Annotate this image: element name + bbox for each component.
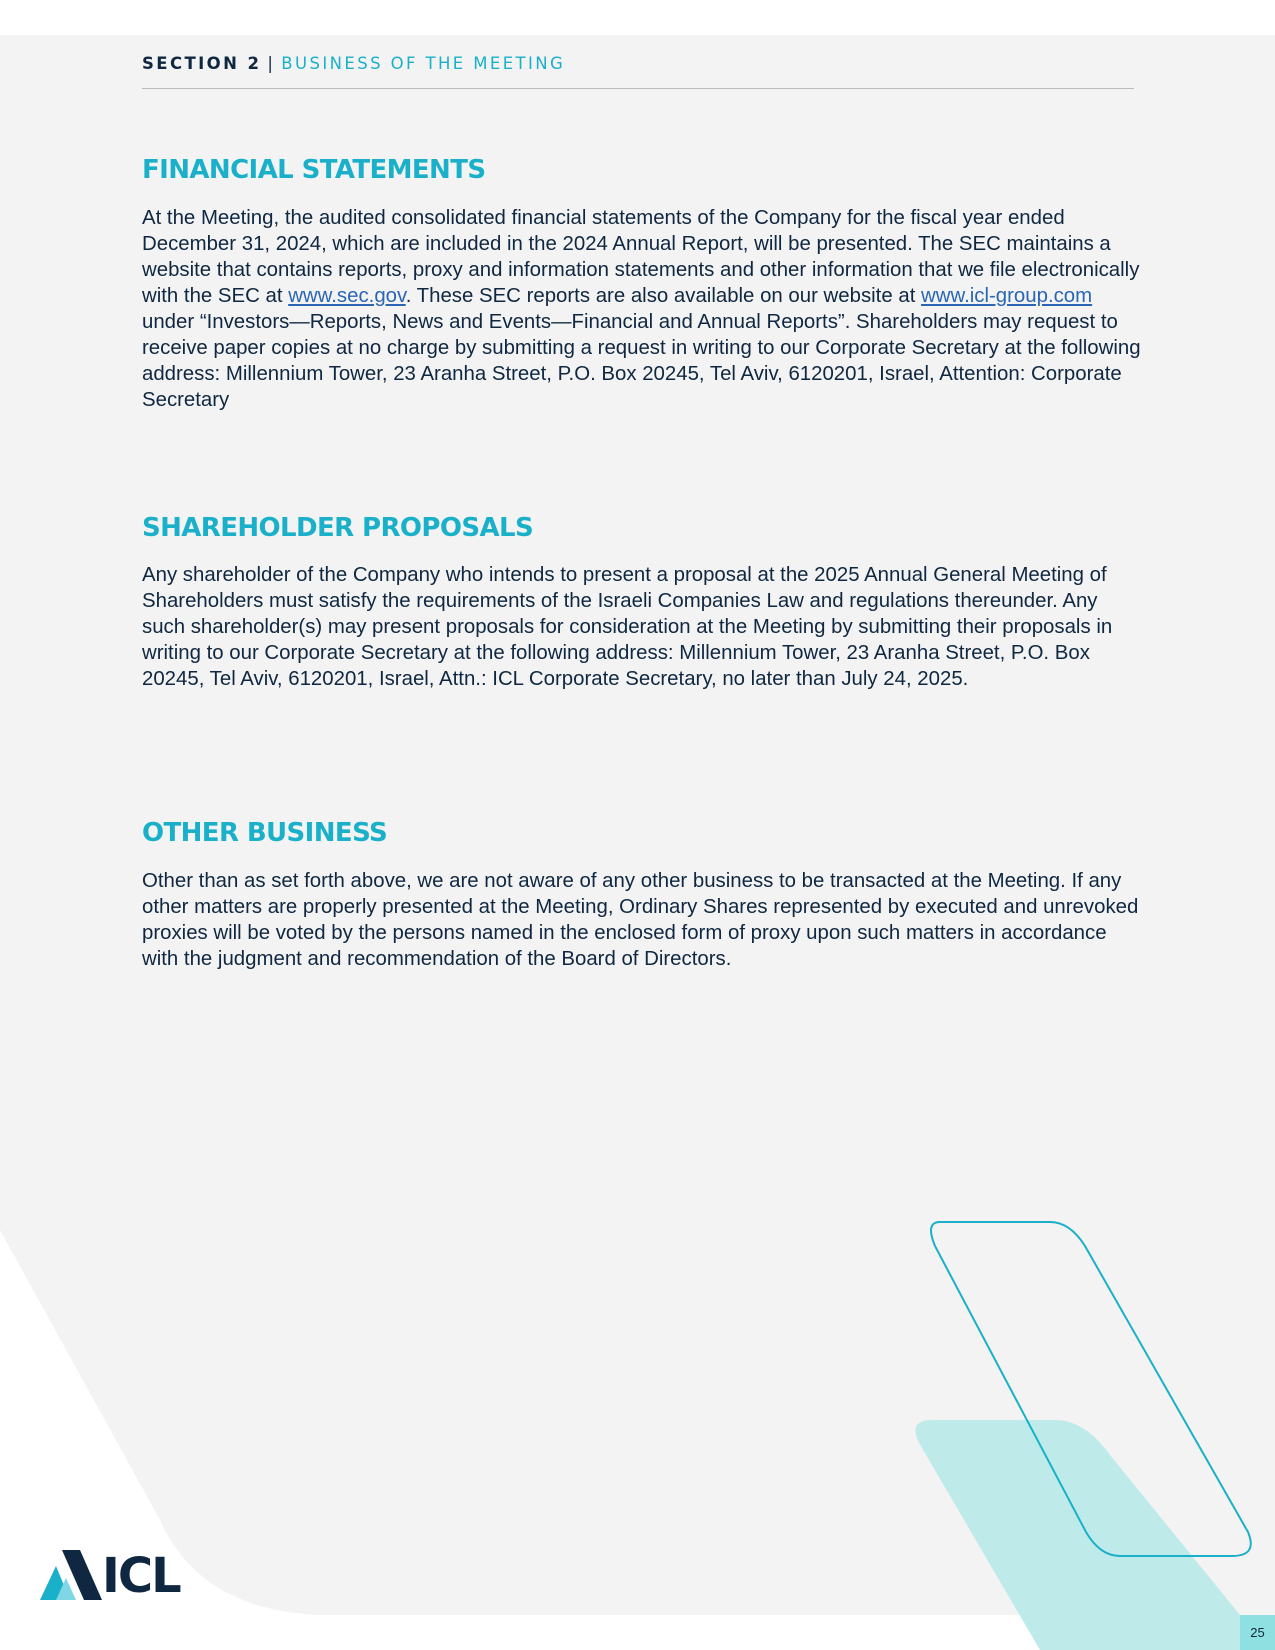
shareholder-proposals-heading: SHAREHOLDER PROPOSALS xyxy=(142,513,534,543)
icl-logo-mark-icon xyxy=(40,1548,102,1602)
teal-parallelogram-shape xyxy=(915,1420,1240,1650)
icl-logo-text: ICL xyxy=(102,1548,180,1604)
financial-statements-text-3: under “Investors—Reports, News and Events—Financial and Annual Reports”. Shareholders may request to receive paper copies at no charge by submitting a request in writing to our Corporate Secretary at the following address: Millennium Tower, 23 Aranha Street, P.O. Box 20245, Tel Aviv, 6120201, Israel, Attention: Corporate Secretary xyxy=(142,311,1141,411)
icl-website-link[interactable]: www.icl-group.com xyxy=(921,285,1093,307)
page-number: 25 xyxy=(1240,1615,1275,1650)
shareholder-proposals-paragraph: Any shareholder of the Company who intends to present a proposal at the 2025 Annual General Meeting of Shareholders must satisfy the requirements of the Israeli Companies Law and regulations thereunder. Any such shareholder(s) may present proposals for consideration at the Meeting by submitting their proposals in writing to our Corporate Secretary at the following address: Millennium Tower, 23 Aranha Street, P.O. Box 20245, Tel Aviv, 6120201, Israel, Attn.: ICL Corporate Secretary, no later than July 24, 2025. xyxy=(142,564,1113,690)
financial-statements-text-2: . These SEC reports are also available on our website at xyxy=(405,285,922,307)
financial-statements-heading: FINANCIAL STATEMENTS xyxy=(142,155,486,185)
icl-logo xyxy=(40,1548,180,1604)
section-label: SECTION 2 xyxy=(142,54,262,73)
other-business-heading: OTHER BUSINESS xyxy=(142,818,388,848)
section-title: BUSINESS OF THE MEETING xyxy=(281,54,566,73)
header-separator: | xyxy=(267,54,276,73)
financial-statements-text-1: At the Meeting, the audited consolidated financial statements of the Company for the fiscal year ended December 31, 2024, which are included in the 2024 Annual Report, will be presented. The SEC maintains a website that contains reports, proxy and information statements and other information that we file electronically with the SEC at xyxy=(142,207,1140,307)
sec-website-link[interactable]: www.sec.gov xyxy=(288,285,406,307)
other-business-paragraph: Other than as set forth above, we are not aware of any other business to be transacted at the Meeting. If any other matters are properly presented at the Meeting, Ordinary Shares represented by executed and unrevoked proxies will be voted by the persons named in the enclosed form of proxy upon such matters in accordance with the judgment and recommendation of the Board of Directors. xyxy=(142,870,1139,970)
